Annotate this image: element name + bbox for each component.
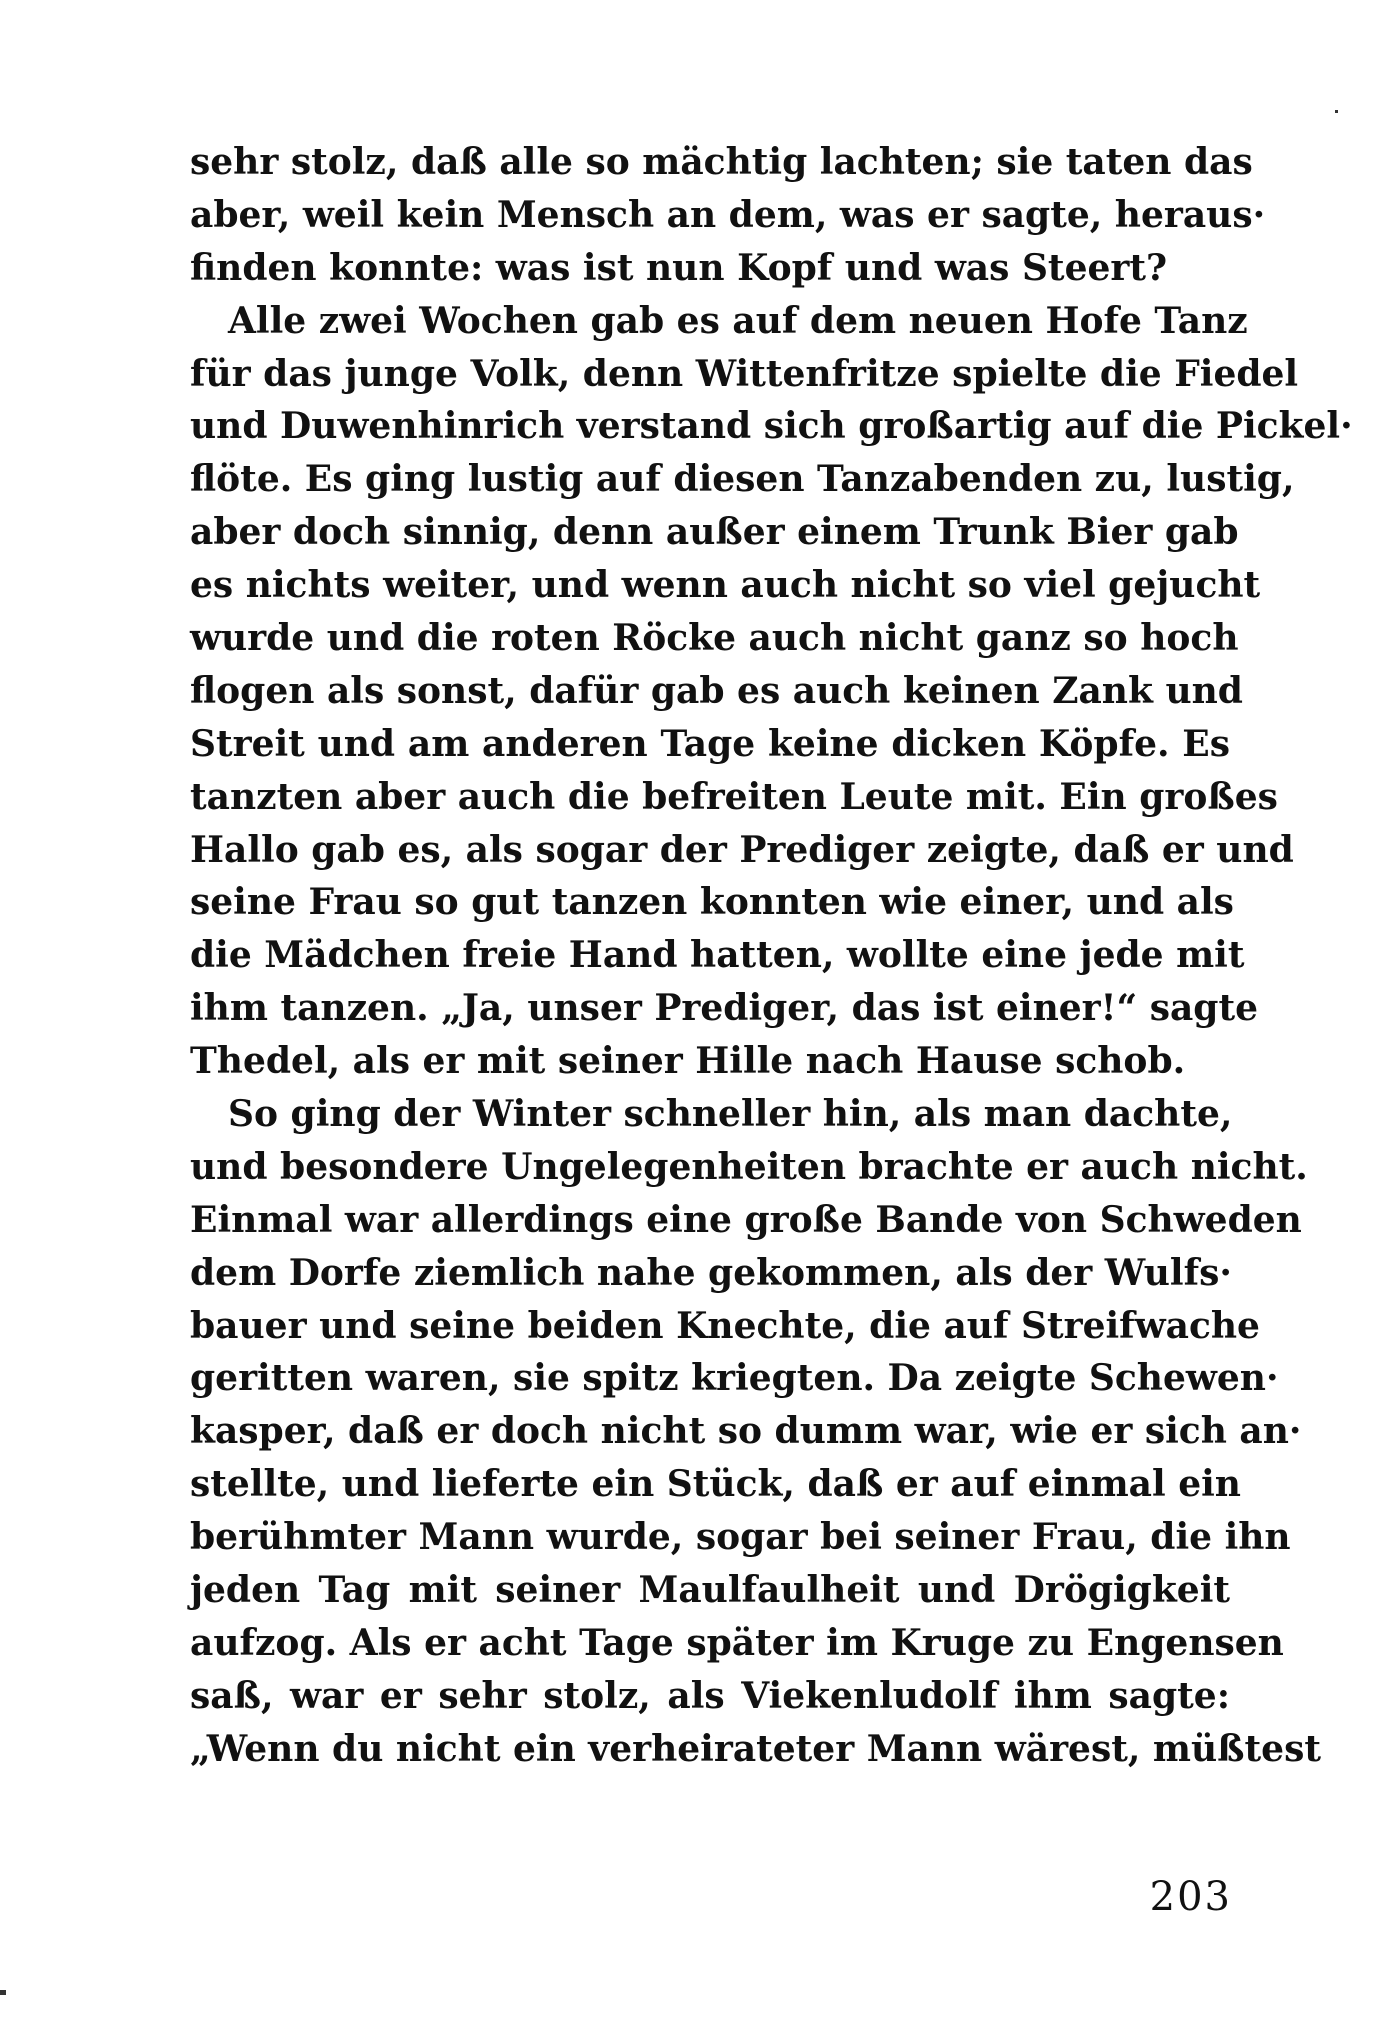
text-line: sehr stolz, daß alle so mächtig lachten; sie taten das — [190, 141, 1253, 183]
text-line: saß, war er sehr stolz, als Viekenludolf ihm sagte: — [190, 1674, 1230, 1717]
text-line: „Wenn du nicht ein verheirateter Mann wärest, müßtest — [190, 1727, 1321, 1770]
text-line: kasper, daß er doch nicht so dumm war, wie er sich an· — [190, 1410, 1302, 1453]
text-line: aber, weil kein Mensch an dem, was er sagte, heraus· — [190, 193, 1266, 236]
text-line: wurde und die roten Röcke auch nicht ganz so hoch — [190, 617, 1239, 660]
text-line: und Duwenhinrich verstand sich großartig auf die Pickel· — [190, 405, 1353, 448]
text-line: aufzog. Als er acht Tage später im Kruge zu Engensen — [190, 1621, 1284, 1664]
text-line: es nichts weiter, und wenn auch nicht so viel gejucht — [190, 564, 1261, 607]
text-line: seine Frau so gut tanzen konnten wie einer, und als — [190, 881, 1234, 924]
text-line: Streit und am anderen Tage keine dicken Köpfe. Es — [190, 722, 1230, 765]
text-line: ihm tanzen. „Ja, unser Prediger, das ist einer!“ sagte — [190, 987, 1258, 1030]
scan-speck — [0, 1990, 6, 1995]
text-line: bauer und seine beiden Knechte, die auf Streifwache — [190, 1304, 1260, 1347]
text-line: Thedel, als er mit seiner Hille nach Hause schob. — [190, 1040, 1186, 1083]
text-line: dem Dorfe ziemlich nahe gekommen, als der Wulfs· — [190, 1251, 1232, 1294]
text-line: tanzten aber auch die befreiten Leute mit. Ein großes — [190, 775, 1278, 818]
text-line: jeden Tag mit seiner Maulfaulheit und Drögigkeit — [190, 1569, 1230, 1612]
text-line: für das junge Volk, denn Wittenfritze spielte die Fiedel — [190, 352, 1299, 395]
text-line: So ging der Winter schneller hin, als man dachte, — [228, 1093, 1233, 1136]
text-line: Hallo gab es, als sogar der Prediger zeigte, daß er und — [190, 828, 1294, 871]
body-text — [190, 136, 1353, 1776]
text-line: die Mädchen freie Hand hatten, wollte eine jede mit — [190, 934, 1245, 977]
text-line: Einmal war allerdings eine große Bande von Schweden — [190, 1198, 1302, 1241]
text-line: aber doch sinnig, denn außer einem Trunk Bier gab — [190, 511, 1239, 554]
text-line: berühmter Mann wurde, sogar bei seiner Frau, die ihn — [190, 1516, 1291, 1559]
text-line: flöte. Es ging lustig auf diesen Tanzabenden zu, lustig, — [190, 458, 1295, 501]
text-line: stellte, und lieferte ein Stück, daß er auf einmal ein — [190, 1463, 1241, 1506]
text-line: finden konnte: was ist nun Kopf und was Steert? — [190, 246, 1168, 289]
text-line: flogen als sonst, dafür gab es auch keinen Zank und — [190, 669, 1243, 712]
text-line: geritten waren, sie spitz kriegten. Da zeigte Schewen· — [190, 1357, 1279, 1400]
text-line: Alle zwei Wochen gab es auf dem neuen Hofe Tanz — [228, 299, 1248, 342]
page-number: 203 — [1149, 1874, 1232, 1920]
scan-speck — [1335, 110, 1338, 113]
text-line: und besondere Ungelegenheiten brachte er auch nicht. — [190, 1145, 1308, 1188]
